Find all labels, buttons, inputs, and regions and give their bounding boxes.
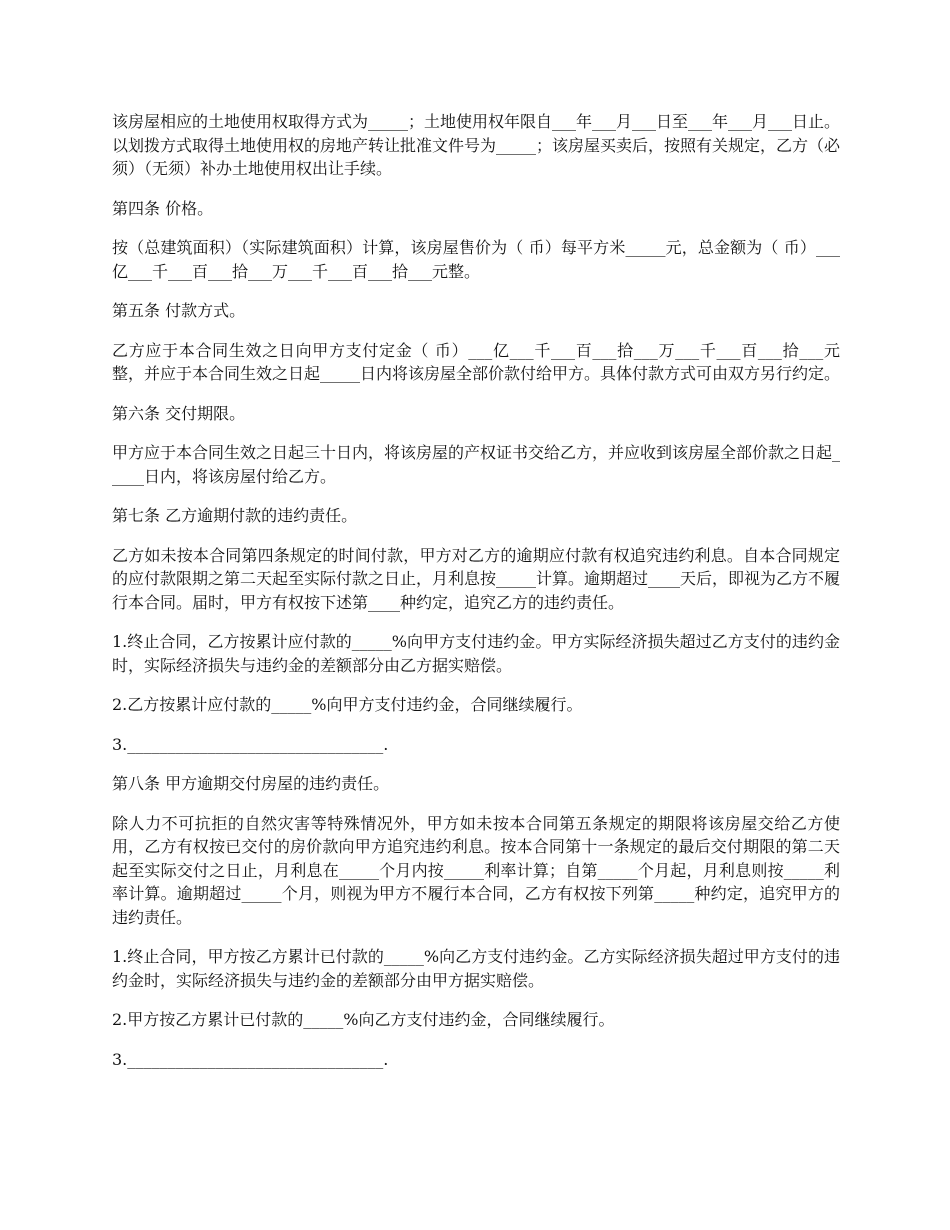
paragraph-price-terms: 按（总建筑面积）（实际建筑面积）计算，该房屋售价为（ 币）每平方米_____元，总金额为（ 币）___亿___千___百___拾___万___千___百___拾___元整。	[112, 238, 840, 281]
paragraph-land-use-rights: 该房屋相应的土地使用权取得方式为_____；土地使用权年限自___年___月___日至___年___月___日止。以划拨方式取得土地使用权的房地产转让批准文件号为_____；该房屋买卖后，按照有关规定，乙方（必须）（无须）补办土地使用权出让手续。	[112, 112, 841, 178]
list-item-seller-option-1: 1.终止合同，甲方按乙方累计已付款的_____%向乙方支付违约金。乙方实际经济损失超过甲方支付的违约金时，实际经济损失与违约金的差额部分由甲方据实赔偿。	[112, 947, 840, 990]
heading-article-8-seller-default: 第八条 甲方逾期交付房屋的违约责任。	[112, 774, 390, 793]
heading-article-4-price: 第四条 价格。	[112, 198, 214, 218]
list-item-seller-option-2: 2.甲方按乙方累计已付款的_____%向乙方支付违约金，合同继续履行。	[112, 1010, 615, 1029]
paragraph-delivery-terms: 甲方应于本合同生效之日起三十日内，将该房屋的产权证书交给乙方，并应收到该房屋全部价款之日起_____日内，将该房屋付给乙方。	[112, 443, 841, 486]
paragraph-buyer-default-terms: 乙方如未按本合同第四条规定的时间付款，甲方对乙方的逾期应付款有权追究违约利息。自本合同规定的应付款限期之第二天起至实际付款之日止，月利息按_____计算。逾期超过____天后，即视为乙方不履行本合同。届时，甲方有权按下述第____种约定，追究乙方的违约责任。	[112, 545, 841, 612]
list-item-buyer-option-2: 2.乙方按累计应付款的_____%向甲方支付违约金，合同继续履行。	[112, 695, 583, 714]
document-body	[112, 110, 840, 1087]
list-item-seller-option-3: 3.________________________________.	[112, 1049, 389, 1069]
list-item-buyer-option-3: 3.________________________________.	[112, 734, 389, 754]
paragraph-payment-terms: 乙方应于本合同生效之日向甲方支付定金（ 币）___亿___千___百___拾___万___千___百___拾___元整，并应于本合同生效之日起_____日内将该房屋全部价款付给甲方。具体付款方式可由双方另行约定。	[112, 340, 841, 383]
heading-article-6-delivery: 第六条 交付期限。	[112, 403, 246, 423]
paragraph-seller-default-terms: 除人力不可抗拒的自然灾害等特殊情况外，甲方如未按本合同第五条规定的期限将该房屋交给乙方使用，乙方有权按已交付的房价款向甲方追究违约利息。按本合同第十一条规定的最后交付期限的第二天起至实际交付之日止，月利息在_____个月内按_____利率计算；自第_____个月起，月利息则按_____利率计算。逾期超过_____个月，则视为甲方不履行本合同，乙方有权按下列第_____种约定，追究甲方的违约责任。	[112, 813, 840, 927]
list-item-buyer-option-1: 1.终止合同，乙方按累计应付款的_____%向甲方支付违约金。甲方实际经济损失超过乙方支付的违约金时，实际经济损失与违约金的差额部分由乙方据实赔偿。	[112, 632, 840, 675]
heading-article-5-payment: 第五条 付款方式。	[112, 301, 246, 320]
heading-article-7-buyer-default: 第七条 乙方逾期付款的违约责任。	[112, 506, 358, 525]
